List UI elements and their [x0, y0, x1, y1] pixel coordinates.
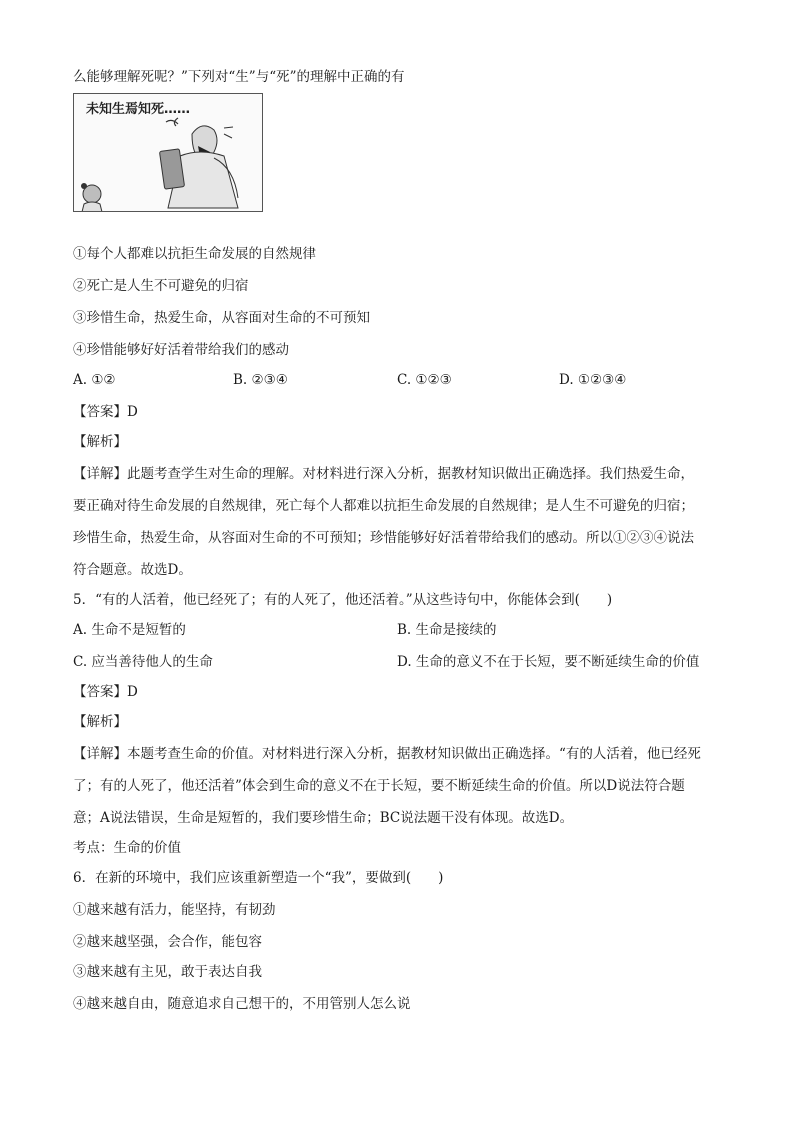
q4-analysis-label: 【解析】 — [73, 434, 127, 450]
q4-detail-line-4: 符合题意。故选D。 — [73, 562, 192, 578]
q5-detail-line-1: 【详解】本题考查生命的价值。对材料进行深入分析，据教材知识做出正确选择。“有的人活着，他已经死 — [73, 746, 701, 762]
q4-detail-line-2: 要正确对待生命发展的自然规律，死亡每个人都难以抗拒生命发展的自然规律；是人生不可避免的归宿； — [73, 498, 694, 514]
q6-statement-3: ③越来越有主见，敢于表达自我 — [73, 964, 262, 980]
q5-option-d: D. 生命的意义不在于长短，要不断延续生命的价值 — [397, 654, 700, 670]
q5-option-b: B. 生命是接续的 — [397, 622, 497, 638]
q4-option-c: C. ①②③ — [397, 372, 452, 388]
q5-answer: 【答案】D — [73, 684, 138, 700]
q5-kaodian: 考点：生命的价值 — [73, 840, 181, 856]
q6-statement-1: ①越来越有活力，能坚持，有韧劲 — [73, 902, 276, 918]
q4-option-a: A. ①② — [73, 372, 116, 388]
q4-answer: 【答案】D — [73, 404, 138, 420]
q4-detail-line-3: 珍惜生命，热爱生命，从容面对生命的不可预知；珍惜能够好好活着带给我们的感动。所以①②③④说法 — [73, 530, 694, 546]
q4-stem-continuation: 么能够理解死呢？”下列对“生”与“死”的理解中正确的有 — [73, 69, 405, 85]
q6-stem: 6．在新的环境中，我们应该重新塑造一个“我”，要做到( ) — [73, 870, 444, 886]
cartoon-illustration — [73, 93, 263, 212]
q5-option-a: A. 生命不是短暂的 — [73, 622, 186, 638]
q5-stem: 5．“有的人活着，他已经死了；有的人死了，他还活着。”从这些诗句中，你能体会到( ) — [73, 592, 613, 608]
cartoon-caption: 未知生焉知死…… — [86, 102, 191, 117]
q5-detail-line-3: 意；A说法错误，生命是短暂的，我们要珍惜生命；BC说法题干没有体现。故选D。 — [73, 810, 574, 826]
q4-detail-line-1: 【详解】此题考查学生对生命的理解。对材料进行深入分析，据教材知识做出正确选择。我们热爱生命， — [73, 466, 694, 482]
q4-option-b: B. ②③④ — [233, 372, 288, 388]
q4-statement-3: ③珍惜生命，热爱生命，从容面对生命的不可预知 — [73, 310, 370, 326]
q5-detail-line-2: 了；有的人死了，他还活着”体会到生命的意义不在于长短，要不断延续生命的价值。所以D说法符合题 — [73, 778, 685, 794]
q5-option-c: C. 应当善待他人的生命 — [73, 654, 213, 670]
q5-analysis-label: 【解析】 — [73, 714, 127, 730]
q4-statement-4: ④珍惜能够好好活着带给我们的感动 — [73, 342, 289, 358]
q4-statement-2: ②死亡是人生不可避免的归宿 — [73, 278, 249, 294]
q4-option-d: D. ①②③④ — [559, 372, 627, 388]
q4-statement-1: ①每个人都难以抗拒生命发展的自然规律 — [73, 246, 316, 262]
q6-statement-4: ④越来越自由，随意追求自己想干的，不用管别人怎么说 — [73, 996, 411, 1012]
q6-statement-2: ②越来越坚强，会合作，能包容 — [73, 934, 262, 950]
